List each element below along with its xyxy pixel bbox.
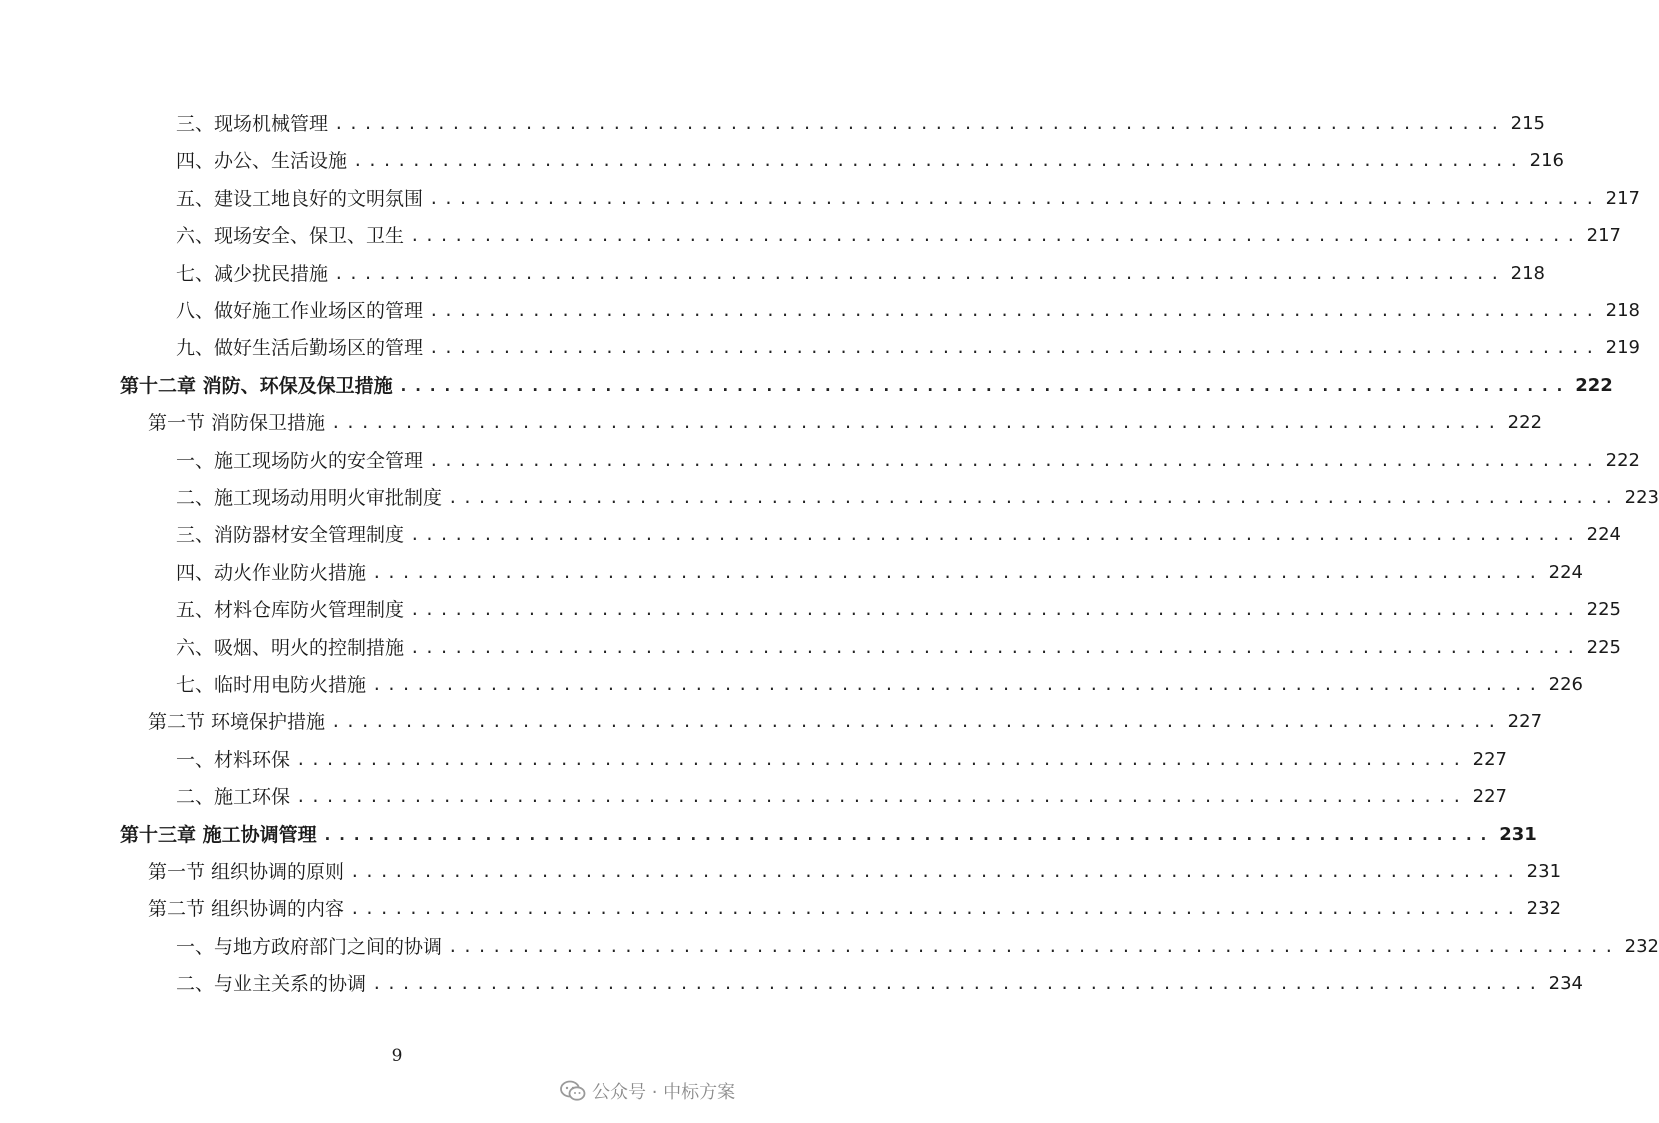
toc-entry-page: 217 bbox=[1586, 225, 1621, 247]
toc-dot-leader: ................................................................................ bbox=[410, 525, 1581, 545]
watermark bbox=[560, 1078, 735, 1104]
toc-entry[interactable] bbox=[148, 853, 1562, 883]
toc-dot-leader: ................................................................................ bbox=[429, 338, 1600, 358]
toc-dot-leader: ................................................................................ bbox=[429, 450, 1600, 470]
toc-entry-title: 一、施工现场防火的安全管理 bbox=[176, 449, 424, 472]
toc-entry[interactable] bbox=[148, 404, 1543, 435]
toc-entry-page: 227 bbox=[1472, 786, 1507, 808]
toc-dot-leader: ................................................................................ bbox=[331, 712, 1502, 732]
toc-dot-leader: ................................................................................ bbox=[410, 226, 1581, 246]
toc-entry[interactable] bbox=[176, 180, 1640, 210]
toc-dot-leader: ................................................................................ bbox=[334, 114, 1505, 133]
toc-entry-page: 222 bbox=[1605, 449, 1640, 471]
toc-entry-page: 218 bbox=[1605, 300, 1640, 321]
toc-entry-title: 七、减少扰民措施 bbox=[176, 262, 329, 285]
toc-entry-page: 227 bbox=[1472, 748, 1507, 770]
toc-dot-leader: ................................................................................ bbox=[410, 637, 1581, 657]
toc-entry-page: 225 bbox=[1586, 636, 1621, 658]
toc-entry[interactable] bbox=[120, 816, 1537, 846]
toc-dot-leader: ................................................................................ bbox=[334, 263, 1505, 283]
toc-dot-leader: ................................................................................ bbox=[350, 862, 1521, 881]
toc-dot-leader: ................................................................................ bbox=[410, 600, 1581, 620]
toc-entry-title: 一、与地方政府部门之间的协调 bbox=[176, 935, 443, 958]
toc-entry[interactable] bbox=[176, 442, 1640, 472]
toc-dot-leader: ................................................................................ bbox=[372, 974, 1543, 994]
toc-dot-leader: ................................................................................ bbox=[372, 562, 1543, 582]
toc-entry-title: 二、施工现场动用明火审批制度 bbox=[176, 487, 443, 509]
toc-entry[interactable] bbox=[176, 666, 1583, 696]
toc-entry-title: 二、施工环保 bbox=[176, 786, 291, 809]
toc-entry[interactable] bbox=[176, 741, 1507, 771]
toc-entry[interactable] bbox=[148, 703, 1543, 734]
toc-entry[interactable] bbox=[176, 479, 1659, 509]
toc-dot-leader: ................................................................................ bbox=[448, 936, 1619, 956]
toc-entry-page: 215 bbox=[1510, 113, 1545, 134]
toc-entry-title: 二、与业主关系的协调 bbox=[176, 973, 367, 996]
toc-entry[interactable] bbox=[148, 890, 1562, 921]
toc-entry-page: 218 bbox=[1510, 262, 1545, 284]
toc-entry-page: 231 bbox=[1526, 861, 1562, 882]
toc-entry-title: 第一节 消防保卫措施 bbox=[148, 412, 326, 435]
toc-entry-page: 226 bbox=[1548, 674, 1583, 695]
toc-entry[interactable] bbox=[176, 516, 1621, 547]
toc-entry-page: 224 bbox=[1586, 524, 1621, 546]
page-number: 9 bbox=[391, 1046, 403, 1066]
toc-entry[interactable] bbox=[176, 554, 1583, 584]
toc-dot-leader: ................................................................................ bbox=[296, 749, 1467, 769]
toc-entry-page: 231 bbox=[1499, 823, 1537, 845]
toc-entry-page: 222 bbox=[1575, 374, 1613, 396]
toc-dot-leader: ................................................................................ bbox=[429, 188, 1600, 208]
toc-entry-title: 九、做好生活后勤场区的管理 bbox=[176, 337, 424, 360]
toc-entry-title: 第一节 组织协调的原则 bbox=[148, 861, 345, 883]
toc-entry-title: 一、材料环保 bbox=[176, 748, 291, 771]
watermark-text: 公众号 · 中标方案 bbox=[592, 1082, 736, 1103]
toc-entry[interactable] bbox=[176, 255, 1545, 285]
toc-dot-leader: ................................................................................ bbox=[398, 375, 1570, 395]
toc-entry-title: 第二节 组织协调的内容 bbox=[148, 898, 345, 921]
toc-entry-page: 217 bbox=[1605, 187, 1640, 209]
toc-entry-title: 第二节 环境保护措施 bbox=[148, 711, 326, 734]
toc-entry[interactable] bbox=[176, 928, 1659, 958]
toc-entry[interactable] bbox=[176, 329, 1640, 360]
toc-dot-leader: ................................................................................ bbox=[429, 301, 1600, 320]
toc-entry-page: 232 bbox=[1624, 935, 1659, 957]
toc-entry-title: 六、吸烟、明火的控制措施 bbox=[176, 636, 405, 659]
toc-entry[interactable] bbox=[176, 142, 1564, 173]
toc-entry[interactable] bbox=[176, 965, 1583, 996]
wechat-icon bbox=[560, 1080, 586, 1102]
toc-entry-page: 223 bbox=[1624, 487, 1659, 508]
toc-entry-title: 三、现场机械管理 bbox=[176, 113, 329, 135]
toc-entry-page: 225 bbox=[1586, 599, 1621, 621]
toc-entry-page: 232 bbox=[1526, 898, 1562, 920]
toc-entry-page: 219 bbox=[1605, 337, 1640, 359]
toc-dot-leader: ................................................................................ bbox=[331, 413, 1502, 433]
toc-entry[interactable] bbox=[176, 217, 1621, 248]
toc-entry-title: 四、动火作业防火措施 bbox=[176, 561, 367, 584]
toc-entry[interactable] bbox=[176, 629, 1621, 659]
toc-entry-title: 第十三章 施工协调管理 bbox=[120, 823, 317, 846]
toc-entry-title: 八、做好施工作业场区的管理 bbox=[176, 300, 424, 322]
toc-entry-page: 222 bbox=[1507, 412, 1543, 434]
toc-entry-page: 234 bbox=[1548, 973, 1583, 995]
toc-dot-leader: ................................................................................ bbox=[296, 787, 1467, 807]
toc-entry[interactable] bbox=[120, 367, 1613, 397]
toc-entry[interactable] bbox=[176, 591, 1621, 622]
toc-entry-title: 五、材料仓库防火管理制度 bbox=[176, 599, 405, 622]
toc-entry-page: 224 bbox=[1548, 561, 1583, 583]
toc-entry-page: 227 bbox=[1507, 711, 1543, 733]
toc-entry-title: 四、办公、生活设施 bbox=[176, 150, 348, 173]
toc-dot-leader: ................................................................................ bbox=[322, 824, 1494, 844]
toc-dot-leader: ................................................................................ bbox=[353, 151, 1524, 171]
toc-entry-title: 五、建设工地良好的文明氛围 bbox=[176, 187, 424, 210]
toc-entry[interactable] bbox=[176, 105, 1545, 135]
toc-dot-leader: ................................................................................ bbox=[350, 899, 1521, 919]
toc-entry-page: 216 bbox=[1529, 150, 1564, 172]
toc-entry-title: 六、现场安全、保卫、卫生 bbox=[176, 225, 405, 248]
toc-entry-title: 七、临时用电防火措施 bbox=[176, 674, 367, 696]
toc-entry-title: 第十二章 消防、环保及保卫措施 bbox=[120, 374, 393, 397]
toc-dot-leader: ................................................................................ bbox=[448, 488, 1619, 507]
toc-entry[interactable] bbox=[176, 292, 1640, 322]
toc-entry[interactable] bbox=[176, 778, 1507, 809]
toc-entry-title: 三、消防器材安全管理制度 bbox=[176, 524, 405, 547]
toc-dot-leader: ................................................................................ bbox=[372, 675, 1543, 694]
